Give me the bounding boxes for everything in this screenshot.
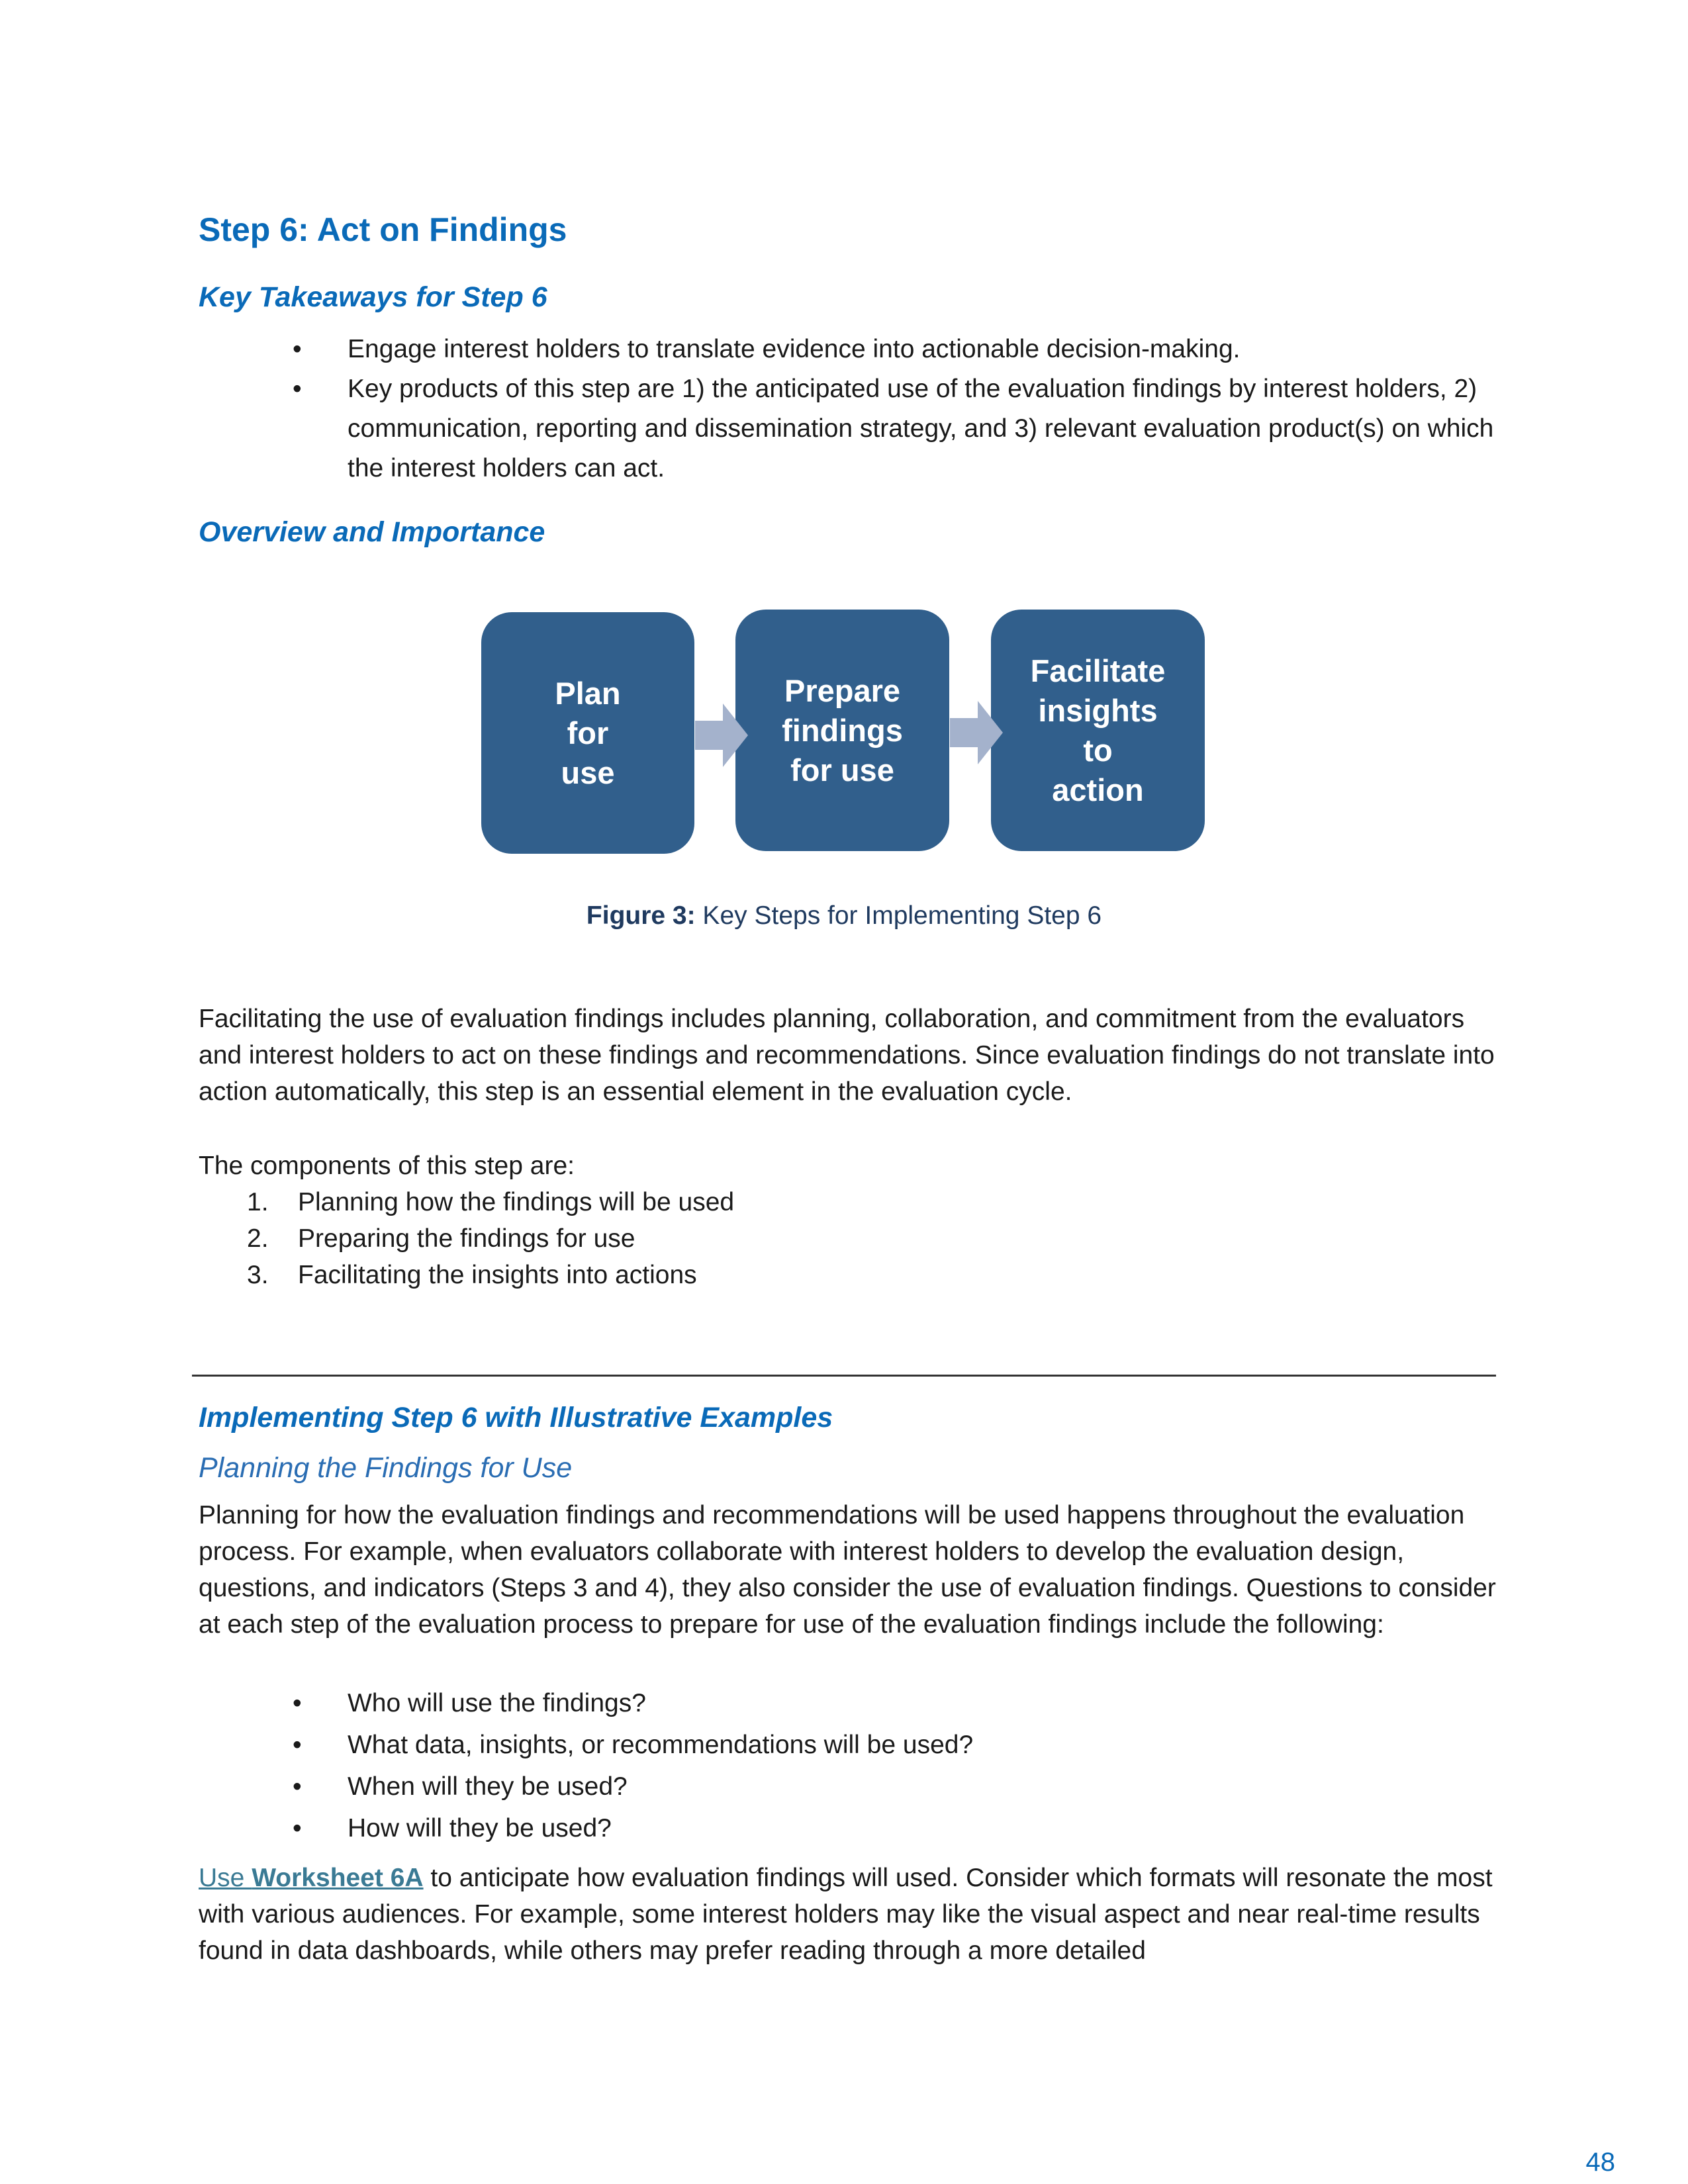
step-box-plan: Plan for use: [481, 612, 694, 854]
right-arrow-icon: [950, 701, 1003, 764]
bullet-icon: •: [293, 1814, 302, 1843]
takeaways-list: [199, 330, 1509, 488]
bullet-icon: •: [293, 1772, 302, 1801]
bullet-icon: •: [293, 335, 302, 363]
list-item: • Engage interest holders to translate evidence into actionable decision-making.: [199, 330, 1509, 369]
bullet-icon: •: [293, 1731, 302, 1759]
list-item: 1. Planning how the findings will be used: [247, 1188, 735, 1216]
questions-list: [199, 1682, 1509, 1849]
list-item: 3. Facilitating the insights into actions: [247, 1261, 697, 1289]
page-title: Step 6: Act on Findings: [199, 211, 567, 248]
right-arrow-icon: [695, 704, 748, 767]
list-item: • How will they be used?: [199, 1807, 1509, 1849]
overview-heading: Overview and Importance: [199, 516, 545, 548]
list-item: 2. Preparing the findings for use: [247, 1224, 635, 1253]
figure-caption-text: Key Steps for Implementing Step 6: [695, 901, 1102, 930]
bullet-icon: •: [293, 1689, 302, 1717]
list-item: • When will they be used?: [199, 1766, 1509, 1807]
section-divider: [192, 1375, 1496, 1377]
components-list: [199, 1184, 1456, 1293]
list-item: • Who will use the findings?: [199, 1682, 1509, 1724]
implementing-heading: Implementing Step 6 with Illustrative Examples: [199, 1402, 833, 1433]
figure-caption-label: Figure 3:: [586, 901, 696, 930]
step-box-facilitate: Facilitate insights to action: [991, 610, 1205, 851]
step-box-prepare: Prepare findings for use: [735, 610, 949, 851]
bullet-icon: •: [293, 375, 302, 403]
planning-paragraph: Planning for how the evaluation findings and recommendations will be used happens throughout the evaluation process. For example, when evaluators collaborate with interest holders to develop the evaluation design, questions, and indicators (Steps 3 and 4), they also consider the use of evaluation findings. Questions to consider at each step of the evaluation process to prepare for use of the evaluation findings include the following:: [199, 1501, 1496, 1639]
intro-paragraph: Facilitating the use of evaluation findings includes planning, collaboration, and commitment from the evaluators and interest holders to act on these findings and recommendations. Since evaluation findings do not translate into action automatically, this step is an essential element in the evaluation cycle.: [199, 1005, 1495, 1106]
components-lead: The components of this step are:: [199, 1152, 575, 1180]
figure-caption: [0, 901, 1688, 931]
worksheet-6a-link[interactable]: Use Worksheet 6A: [199, 1864, 424, 1892]
planning-subheading: Planning the Findings for Use: [199, 1452, 573, 1484]
list-item: • Key products of this step are 1) the anticipated use of the evaluation findings by interest holders, 2) communication, reporting and dissemination strategy, and 3) relevant evaluation product(s) on which the interest holders can act.: [199, 369, 1509, 488]
worksheet-paragraph: Use Worksheet 6A to anticipate how evaluation findings will used. Consider which formats will resonate the most with various audiences. For example, some interest holders may like the visual aspect and near real-time results found in data dashboards, while others may prefer reading through a more detailed: [199, 1864, 1493, 1965]
list-item: • What data, insights, or recommendations will be used?: [199, 1724, 1509, 1766]
page-number: 48: [1585, 2148, 1615, 2177]
takeaways-heading: Key Takeaways for Step 6: [199, 281, 547, 313]
